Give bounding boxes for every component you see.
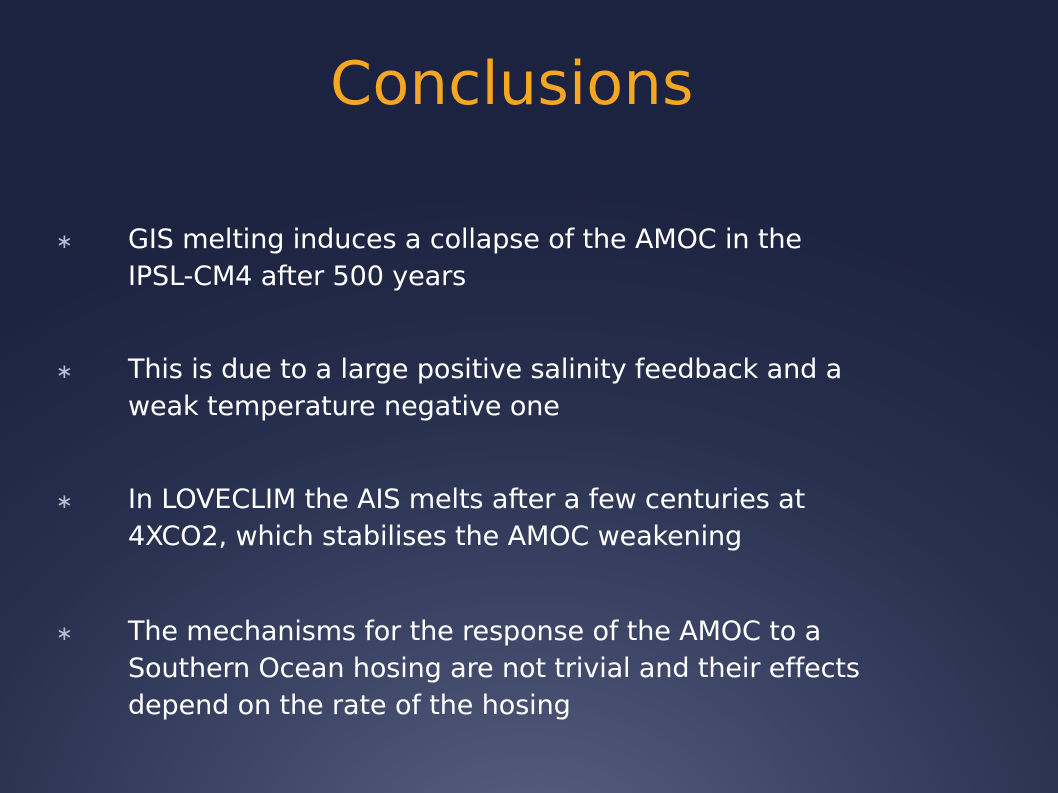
bullet-text [128, 613, 976, 724]
bullet-text [128, 351, 976, 425]
bullet-text [128, 481, 976, 555]
bullet-line: weak temperature negative one [128, 391, 560, 422]
bullet-item [56, 351, 976, 425]
bullet-asterisk-icon: ∗ [56, 229, 73, 253]
bullet-line: This is due to a large positive salinity feedback and a [128, 354, 843, 385]
bullet-item [56, 613, 976, 724]
bullet-line: In LOVECLIM the AIS melts after a few centuries at [128, 484, 806, 515]
slide-title: Conclusions [330, 49, 694, 119]
bullet-line: Southern Ocean hosing are not trivial and their effects [128, 653, 860, 684]
bullet-line: The mechanisms for the response of the AMOC to a [128, 616, 822, 647]
bullet-line: IPSL-CM4 after 500 years [128, 261, 467, 292]
bullet-item [56, 221, 976, 295]
bullet-line: GIS melting induces a collapse of the AMOC in the [128, 224, 802, 255]
bullet-line: 4XCO2, which stabilises the AMOC weakening [128, 521, 743, 552]
bullet-text [128, 221, 976, 295]
bullet-asterisk-icon: ∗ [56, 621, 73, 645]
bullet-item [56, 481, 976, 555]
bullet-asterisk-icon: ∗ [56, 359, 73, 383]
bullet-asterisk-icon: ∗ [56, 489, 73, 513]
bullet-line: depend on the rate of the hosing [128, 690, 571, 721]
